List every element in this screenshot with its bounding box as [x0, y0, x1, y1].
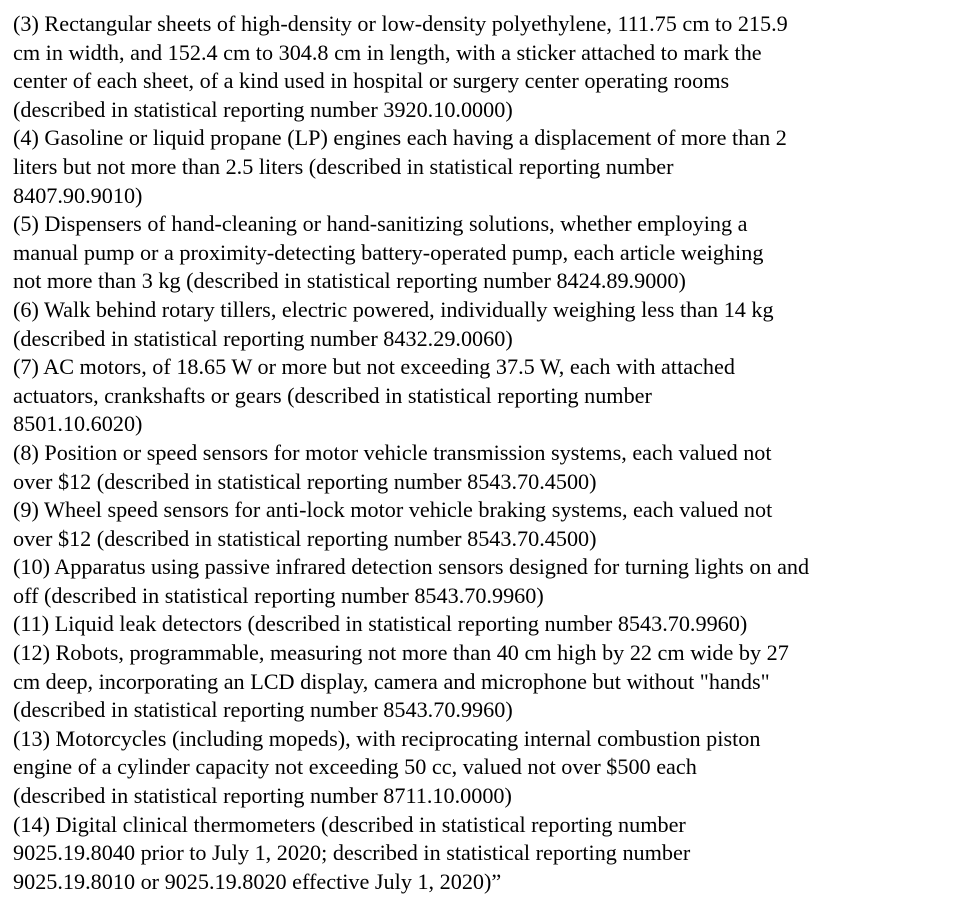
item-line: not more than 3 kg (described in statistical reporting number 8424.89.9000)	[13, 268, 686, 294]
item-line: 8407.90.9010)	[13, 182, 143, 208]
item-line: (9) Wheel speed sensors for anti-lock motor vehicle braking systems, each valued not	[13, 497, 773, 523]
item-line: 8501.10.6020)	[13, 411, 143, 437]
list-item-14	[13, 811, 963, 897]
item-line: center of each sheet, of a kind used in hospital or surgery center operating rooms	[13, 68, 730, 94]
item-line: cm in width, and 152.4 cm to 304.8 cm in length, with a sticker attached to mark the	[13, 39, 762, 65]
item-line: over $12 (described in statistical reporting number 8543.70.4500)	[13, 525, 597, 551]
item-line: (12) Robots, programmable, measuring not more than 40 cm high by 22 cm wide by 27	[13, 640, 789, 666]
item-line: (described in statistical reporting number 8543.70.9960)	[13, 697, 513, 723]
item-line: liters but not more than 2.5 liters (described in statistical reporting number	[13, 153, 674, 179]
item-line: (6) Walk behind rotary tillers, electric powered, individually weighing less than 14 kg	[13, 296, 774, 322]
item-line: (7) AC motors, of 18.65 W or more but not exceeding 37.5 W, each with attached	[13, 354, 735, 380]
item-line: over $12 (described in statistical reporting number 8543.70.4500)	[13, 468, 597, 494]
item-line: 9025.19.8010 or 9025.19.8020 effective July 1, 2020)”	[13, 868, 502, 894]
list-item-12	[13, 639, 963, 725]
list-item-7	[13, 353, 963, 439]
item-line: (10) Apparatus using passive infrared detection sensors designed for turning lights on and	[13, 554, 810, 580]
list-item-13	[13, 725, 963, 811]
item-line: 9025.19.8040 prior to July 1, 2020; described in statistical reporting number	[13, 840, 691, 866]
item-line: (3) Rectangular sheets of high-density or low-density polyethylene, 111.75 cm to 215.9	[13, 11, 788, 36]
item-line: manual pump or a proximity-detecting battery-operated pump, each article weighing	[13, 239, 764, 265]
item-line: (14) Digital clinical thermometers (described in statistical reporting number	[13, 811, 686, 837]
list-item-8	[13, 439, 963, 496]
item-line: actuators, crankshafts or gears (described in statistical reporting number	[13, 382, 652, 408]
item-line: (11) Liquid leak detectors (described in statistical reporting number 8543.70.9960)	[13, 611, 748, 637]
list-item-11	[13, 610, 963, 639]
item-line: cm deep, incorporating an LCD display, camera and microphone but without "hands"	[13, 668, 770, 694]
item-line: (described in statistical reporting number 8432.29.0060)	[13, 325, 513, 351]
list-item-3	[13, 10, 963, 124]
item-line: off (described in statistical reporting number 8543.70.9960)	[13, 582, 544, 608]
item-line: engine of a cylinder capacity not exceeding 50 cc, valued not over $500 each	[13, 754, 697, 780]
list-item-5	[13, 210, 963, 296]
item-line: (4) Gasoline or liquid propane (LP) engines each having a displacement of more than 2	[13, 125, 787, 151]
list-item-10	[13, 553, 963, 610]
list-item-6	[13, 296, 963, 353]
item-line: (5) Dispensers of hand-cleaning or hand-sanitizing solutions, whether employing a	[13, 211, 748, 237]
item-line: (13) Motorcycles (including mopeds), with reciprocating internal combustion piston	[13, 725, 761, 751]
list-item-4	[13, 124, 963, 210]
list-item-9	[13, 496, 963, 553]
item-line: (8) Position or speed sensors for motor vehicle transmission systems, each valued not	[13, 439, 772, 465]
item-line: (described in statistical reporting number 8711.10.0000)	[13, 783, 512, 809]
document-page	[13, 10, 963, 896]
item-line: (described in statistical reporting number 3920.10.0000)	[13, 96, 513, 122]
